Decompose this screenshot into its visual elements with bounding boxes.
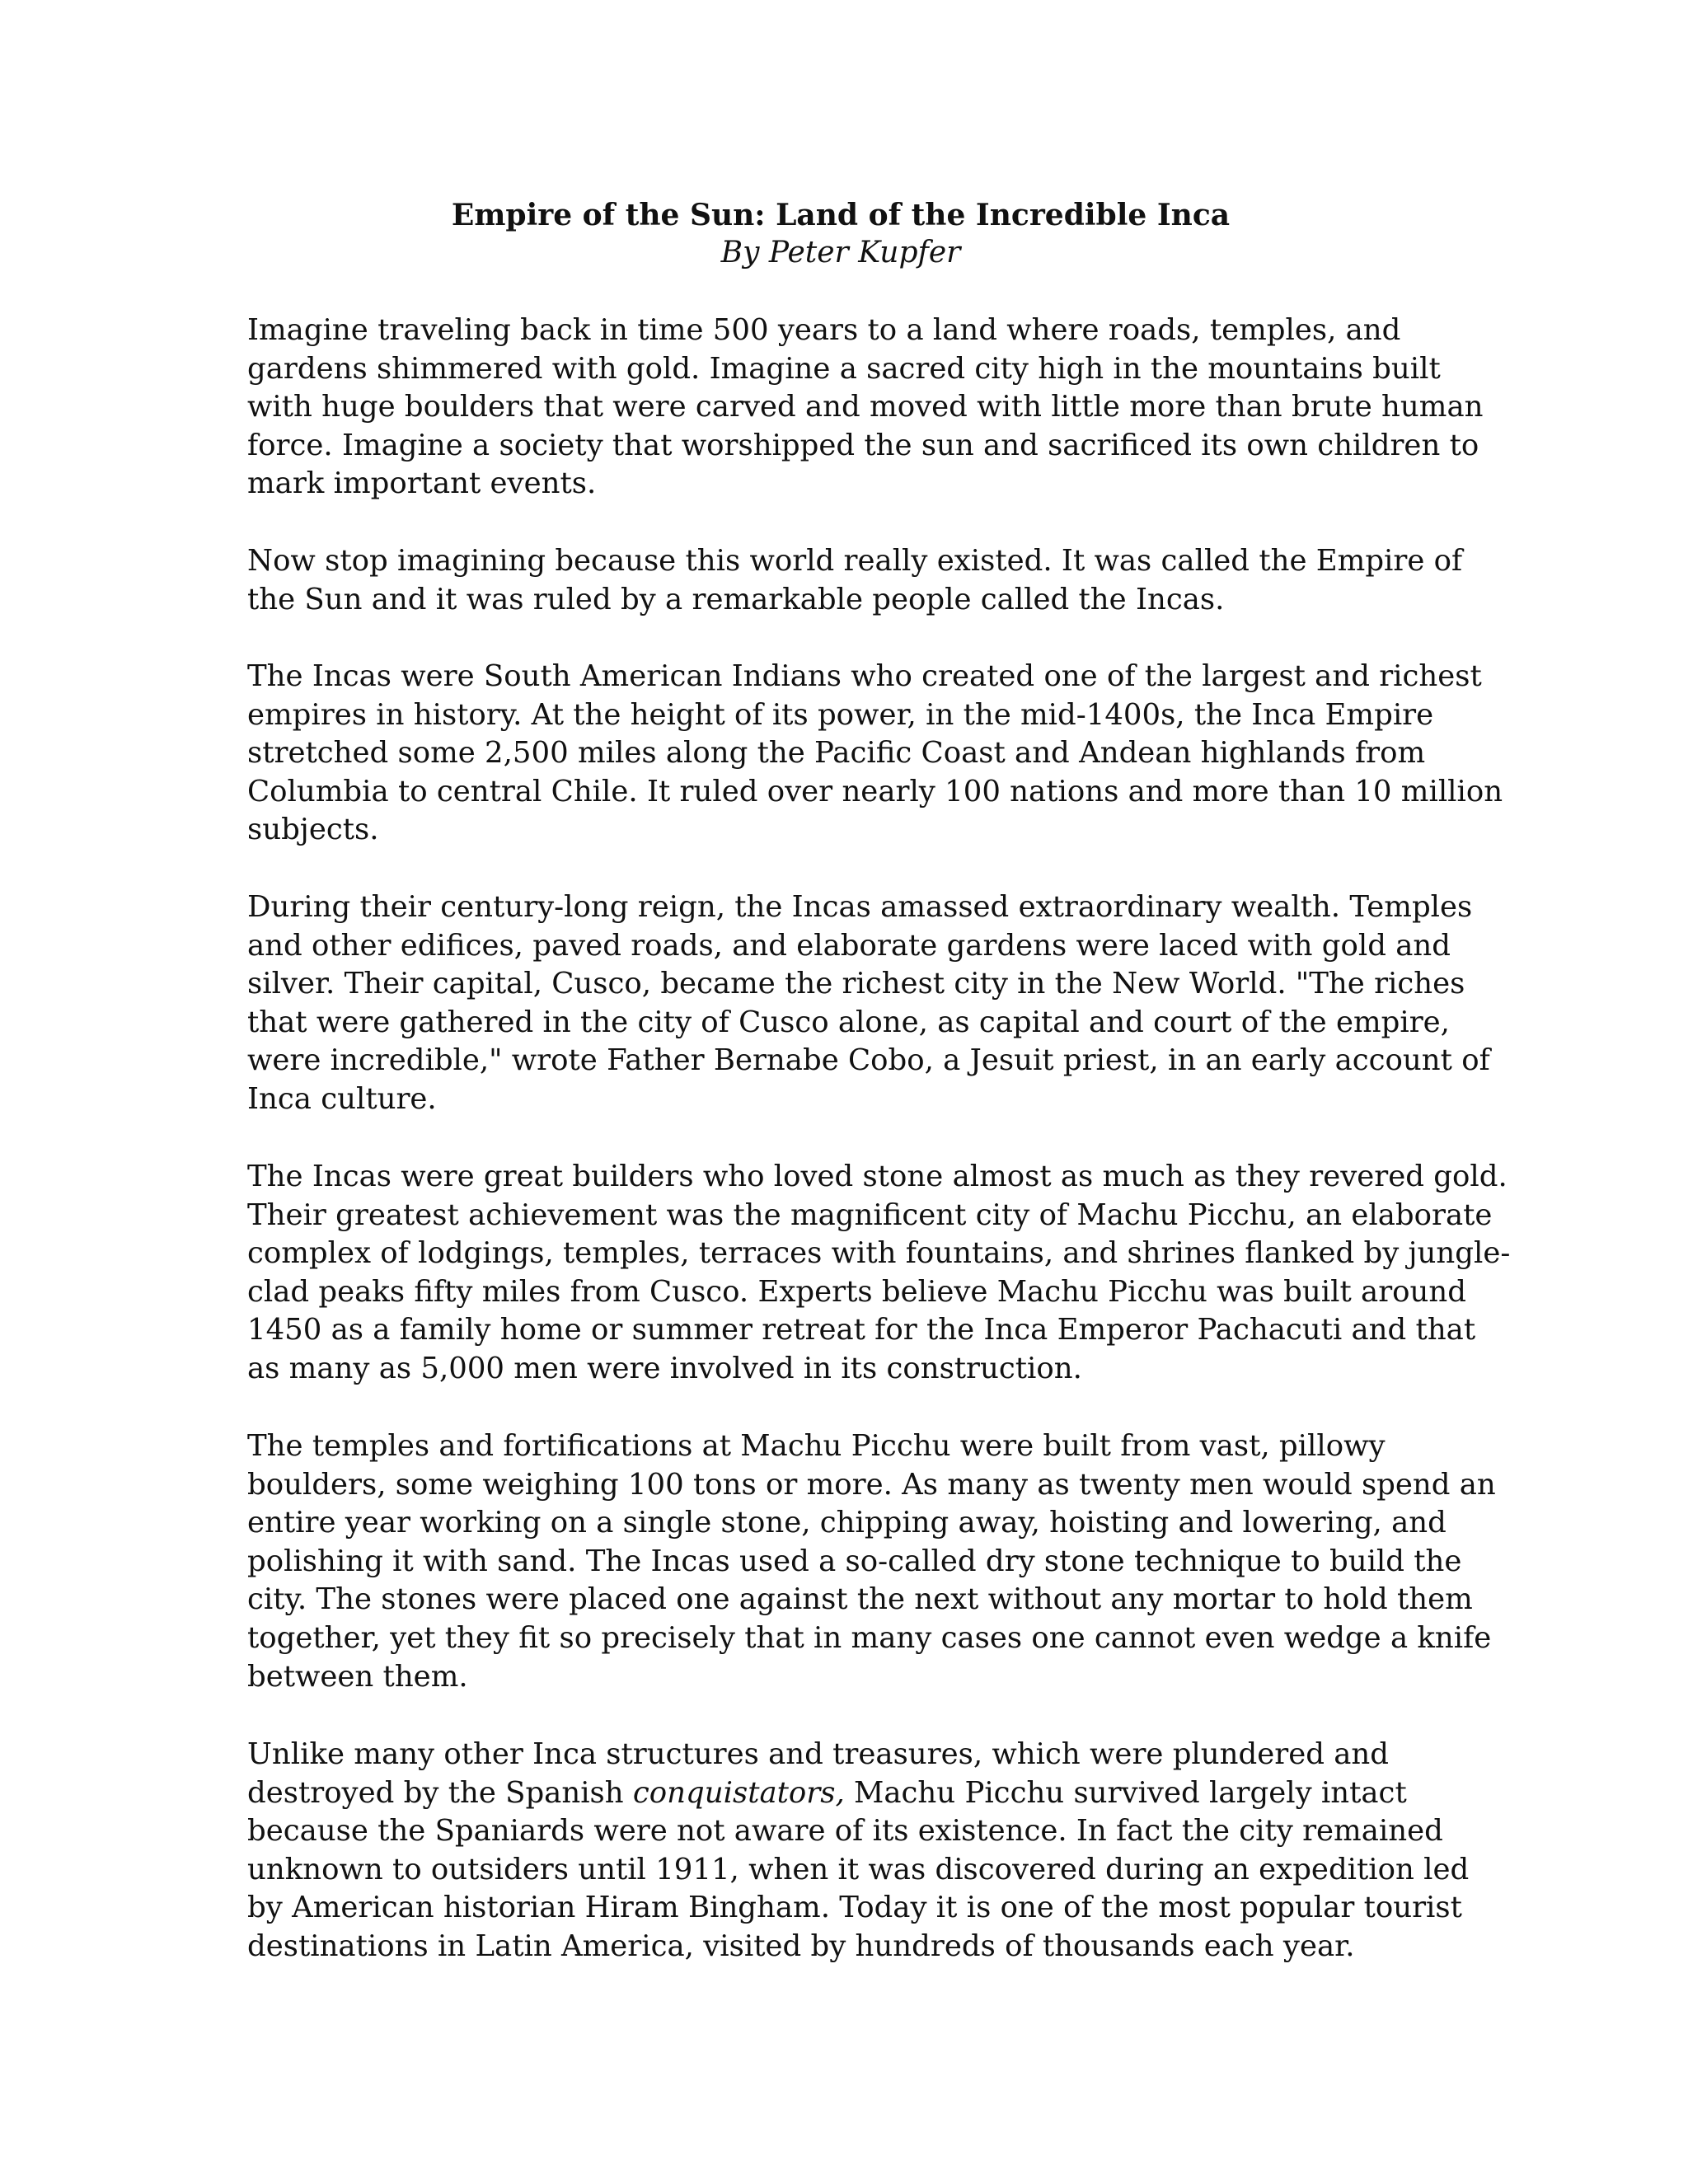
paragraph-3 [247, 658, 1503, 850]
paragraph-line: Columbia to central Chile. It ruled over nearly 100 nations and more than 10 million [247, 774, 1503, 808]
paragraph-line: 1450 as a family home or summer retreat for the Inca Emperor Pachacuti and that [247, 1313, 1476, 1347]
paragraph-line: stretched some 2,500 miles along the Pacific Coast and Andean highlands from [247, 736, 1426, 771]
paragraph-line: Unlike many other Inca structures and treasures, which were plundered and [247, 1737, 1389, 1771]
paragraph-line: force. Imagine a society that worshipped the sun and sacrificed its own children to [247, 428, 1479, 462]
line-text: destroyed by the Spanish [247, 1775, 633, 1810]
paragraph-line: the Sun and it was ruled by a remarkable people called the Incas. [247, 582, 1225, 616]
paragraph-line: mark important events. [247, 466, 597, 501]
paragraph-line: clad peaks fifty miles from Cusco. Experts believe Machu Picchu was built around [247, 1274, 1466, 1309]
paragraph-line: together, yet they fit so precisely that in many cases one cannot even wedge a knife [247, 1620, 1492, 1655]
paragraph-line: polishing it with sand. The Incas used a so-called dry stone technique to build the [247, 1544, 1462, 1578]
paragraph-line: gardens shimmered with gold. Imagine a sacred city high in the mountains built [247, 351, 1441, 386]
paragraph-line: The Incas were South American Indians who created one of the largest and richest [247, 659, 1482, 693]
paragraph-line: complex of lodgings, temples, terraces with fountains, and shrines flanked by jungle- [247, 1236, 1511, 1271]
paragraph-line: The Incas were great builders who loved stone almost as much as they revered gold. [247, 1160, 1507, 1193]
paragraph-line [247, 1774, 1451, 1813]
paragraph-line: The temples and fortifications at Machu Picchu were built from vast, pillowy [247, 1429, 1386, 1463]
paragraph-line: because the Spaniards were not aware of its existence. In fact the city remained [247, 1814, 1443, 1849]
paragraph-line: and other edifices, paved roads, and elaborate gardens were laced with gold and [247, 928, 1451, 963]
author-byline: By Peter Kupfer [720, 236, 961, 269]
document-title: Empire of the Sun: Land of the Incredible Inca [451, 198, 1231, 232]
paragraph-line: unknown to outsiders until 1911, when it was discovered during an expedition led [247, 1852, 1470, 1886]
paragraph-line: with huge boulders that were carved and moved with little more than brute human [247, 390, 1484, 424]
paragraph-line: that were gathered in the city of Cusco alone, as capital and court of the empire, [247, 1005, 1450, 1039]
paragraph-line: empires in history. At the height of its power, in the mid-1400s, the Inca Empire [247, 697, 1434, 732]
paragraph-line: subjects. [247, 813, 379, 847]
paragraph-4 [247, 888, 1490, 1119]
paragraph-line: by American historian Hiram Bingham. Today it is one of the most popular tourist [247, 1891, 1462, 1925]
paragraph-line: Imagine traveling back in time 500 years to a land where roads, temples, and [247, 313, 1401, 347]
paragraph-line: between them. [247, 1659, 468, 1694]
paragraph-line: were incredible," wrote Father Bernabe Cobo, a Jesuit priest, in an early account of [247, 1043, 1490, 1078]
paragraph-line: entire year working on a single stone, chipping away, hoisting and lowering, and [247, 1506, 1447, 1540]
paragraph-5 [247, 1158, 1511, 1389]
paragraph-line: Inca culture. [247, 1081, 437, 1116]
paragraph-line: destinations in Latin America, visited by hundreds of thousands each year. [247, 1929, 1355, 1963]
line-text: Machu Picchu survived largely intact [844, 1775, 1407, 1810]
paragraph-line: Their greatest achievement was the magnificent city of Machu Picchu, an elaborate [247, 1197, 1493, 1232]
italic-term: conquistators, [632, 1775, 845, 1810]
paragraph-line: silver. Their capital, Cusco, became the richest city in the New World. "The riches [247, 967, 1465, 1001]
paragraph-1 [247, 312, 1484, 504]
paragraph-line: Now stop imagining because this world really existed. It was called the Empire of [247, 544, 1463, 578]
paragraph-line: as many as 5,000 men were involved in its construction. [247, 1351, 1082, 1385]
paragraph-2 [247, 542, 1463, 619]
paragraph-line: boulders, some weighing 100 tons or more. As many as twenty men would spend an [247, 1467, 1496, 1502]
paragraph-line: During their century-long reign, the Incas amassed extraordinary wealth. Temples [247, 890, 1473, 924]
paragraph-7 [247, 1736, 1470, 1966]
paragraph-line: city. The stones were placed one against the next without any mortar to hold them [247, 1582, 1473, 1617]
paragraph-6 [247, 1427, 1496, 1696]
